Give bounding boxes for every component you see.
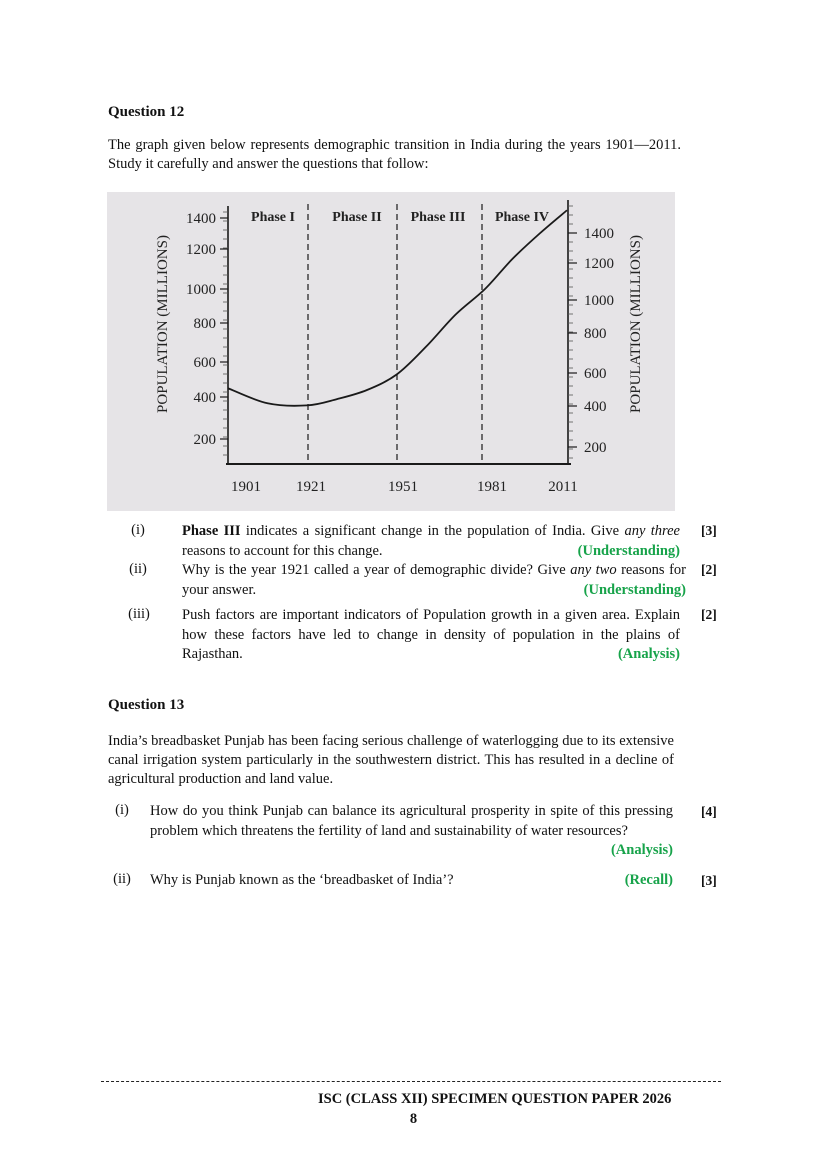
q13-item-2-tag: (Recall) [624, 872, 673, 888]
left-tick-label: 600 [193, 355, 216, 371]
q13-item-1-tag: (Analysis) [610, 842, 673, 858]
q12-item-1-tag: (Understanding) [577, 542, 680, 559]
q12-item-2-text [182, 561, 686, 600]
q13-item-1-number: (i) [115, 802, 129, 818]
right-tick-label: 600 [584, 366, 607, 382]
demographic-transition-graph [107, 192, 675, 511]
q12-item-2-number: (ii) [129, 561, 147, 577]
right-tick-label: 1200 [584, 256, 614, 272]
right-tick-label: 1000 [584, 293, 614, 309]
q12-item-2-italic: any two [570, 562, 617, 578]
left-tick-label: 1000 [186, 282, 216, 298]
phase-label: Phase II [332, 210, 382, 225]
q12-item-3-text [182, 606, 680, 665]
q13-item-2-marks: [3] [701, 873, 717, 888]
left-tick-label: 1200 [186, 242, 216, 258]
q12-item-2-text-a: Why is the year 1921 called a year of demographic divide? Give [182, 562, 571, 578]
x-tick-label: 1981 [477, 479, 507, 495]
q12-item-2-tag: (Understanding) [583, 581, 686, 598]
left-axis-title: POPULATION (MILLIONS) [155, 235, 171, 413]
left-tick-label: 400 [193, 390, 216, 406]
right-tick-label: 1400 [584, 226, 614, 242]
x-tick-label: 1901 [231, 479, 261, 495]
question-12-title: Question 12 [108, 104, 185, 120]
q12-item-2-marks: [2] [701, 562, 717, 577]
right-tick-label: 800 [584, 326, 607, 342]
right-tick-label: 200 [584, 440, 607, 456]
q12-item-1-marks: [3] [701, 523, 717, 538]
q13-item-1-body: How do you think Punjab can balance its agricultural prosperity in spite of this pressing problem which threatens the fertility of land and sustainability of water resources? [150, 803, 673, 839]
q12-item-1-text-b: reasons to account for this change. [182, 542, 383, 559]
q12-item-1-bold: Phase III [182, 523, 241, 539]
q13-item-2-body: Why is Punjab known as the ‘breadbasket of India’? [150, 872, 454, 888]
left-tick-label: 200 [193, 432, 216, 448]
q12-item-1-text-a: indicates a significant change in the population of India. Give [240, 523, 625, 539]
right-axis-title: POPULATION (MILLIONS) [628, 235, 644, 413]
q12-item-3-text-a: Push factors are important indicators of Population growth in a given area. Explain how these factors have led to change in density of population in the plains of Rajasthan. [182, 607, 680, 662]
question-13-title: Question 13 [108, 697, 185, 713]
left-tick-label: 800 [193, 316, 216, 332]
right-tick-label: 400 [584, 399, 607, 415]
q12-item-3-number: (iii) [128, 606, 150, 622]
q13-item-1-text [150, 802, 673, 861]
q13-item-2-number: (ii) [113, 871, 131, 887]
q12-item-1-italic: any three [624, 523, 680, 539]
x-tick-label: 1921 [296, 479, 326, 495]
q12-item-1-number: (i) [131, 522, 145, 538]
phase-label: Phase III [410, 210, 466, 225]
q12-item-2-text-b: reasons for your answer. [182, 562, 686, 598]
phase-label: Phase I [251, 210, 295, 225]
left-tick-label: 1400 [186, 211, 216, 227]
q12-item-3-tag: (Analysis) [617, 646, 680, 662]
x-tick-label: 1951 [388, 479, 418, 495]
q12-item-1-text [182, 522, 680, 561]
q13-item-1-marks: [4] [701, 804, 717, 819]
phase-label: Phase IV [494, 210, 550, 225]
footer-divider [101, 1081, 721, 1082]
population-chart [107, 192, 675, 511]
page-number: 8 [409, 1111, 418, 1127]
question-12-intro: The graph given below represents demographic transition in India during the years 1901—2011. Study it carefully and answer the questions that follow: [108, 137, 681, 172]
question-13-intro: India’s breadbasket Punjab has been facing serious challenge of waterlogging due to its extensive canal irrigation system particularly in the southwestern district. This has resulted in a decline of agricultural production and land value. [108, 733, 674, 787]
q12-item-3-marks: [2] [701, 607, 717, 622]
x-tick-label: 2011 [548, 479, 578, 495]
footer-paper-title: ISC (CLASS XII) SPECIMEN QUESTION PAPER 2026 [318, 1091, 672, 1107]
q13-item-2-text [150, 871, 673, 891]
